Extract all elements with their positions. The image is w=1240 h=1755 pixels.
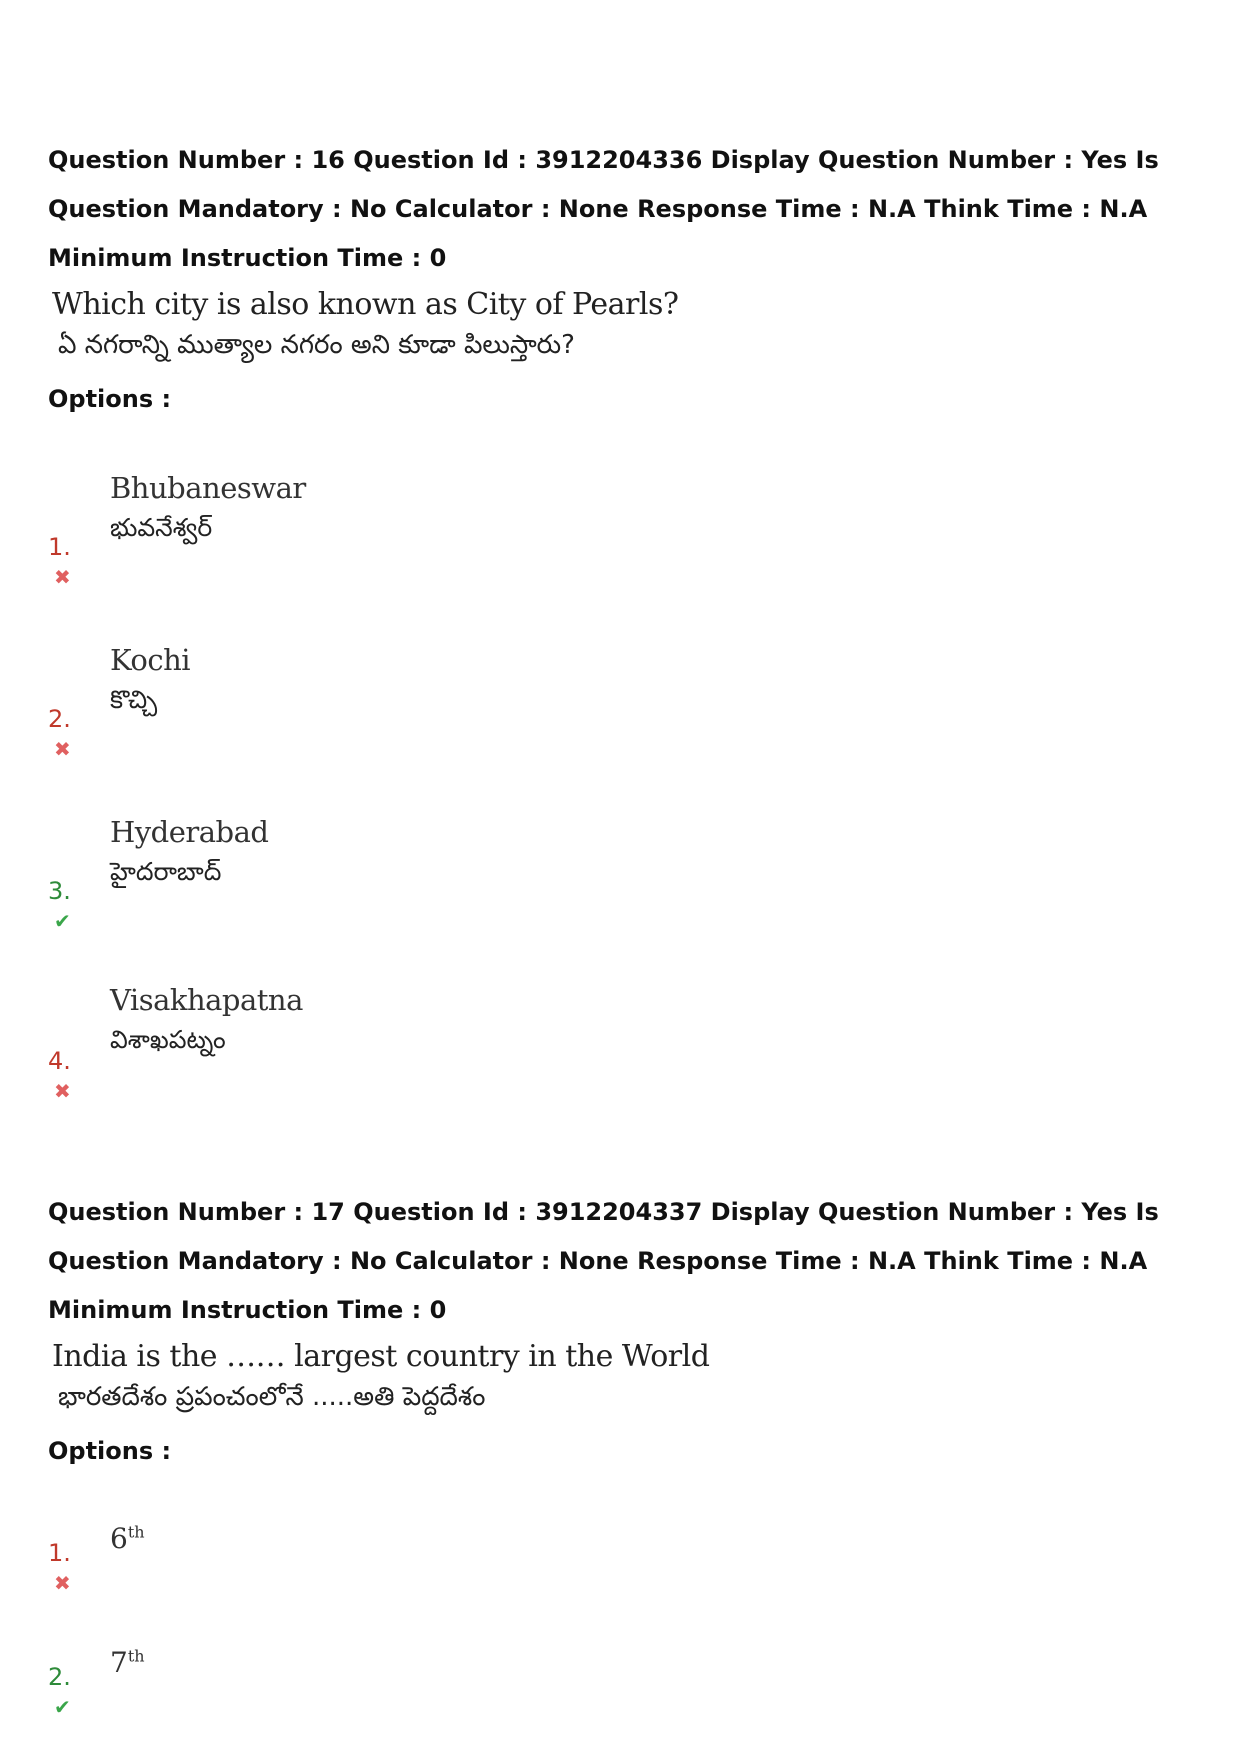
option-ordinal: 7th bbox=[110, 1646, 145, 1679]
option-number: 2.✔ bbox=[48, 1662, 71, 1722]
option-text-telugu: భువనేశ్వర్ bbox=[110, 513, 213, 542]
option-text-telugu: కొచ్చి bbox=[110, 685, 158, 714]
cross-icon: ✖ bbox=[54, 737, 71, 761]
option-text-english: Kochi bbox=[110, 643, 191, 677]
option-number: 2.✖ bbox=[48, 704, 71, 764]
question-block-16 bbox=[48, 136, 1208, 419]
cross-icon: ✖ bbox=[54, 565, 71, 589]
question-text-english: India is the …… largest country in the World bbox=[52, 1339, 710, 1374]
option-text bbox=[110, 1522, 145, 1555]
question-meta: Question Number : 16 Question Id : 3912204336 Display Question Number : Yes Is Question Mandatory : No Calculator : None Response Time : N.A Think Time : N.A Minimum Instruction Time : 0 bbox=[48, 146, 1159, 272]
check-icon: ✔ bbox=[54, 909, 71, 933]
option-text-english: Hyderabad bbox=[110, 815, 269, 849]
question-text-english: Which city is also known as City of Pearls? bbox=[52, 287, 679, 322]
options-label: Options : bbox=[48, 385, 172, 413]
question-text bbox=[48, 285, 1208, 365]
option-text-english: Bhubaneswar bbox=[110, 471, 306, 505]
question-block-17 bbox=[48, 1188, 1208, 1471]
option-text bbox=[110, 812, 268, 892]
option-text bbox=[110, 980, 303, 1060]
option-text bbox=[110, 640, 190, 720]
option-text bbox=[110, 468, 306, 548]
option-text bbox=[110, 1646, 145, 1679]
check-icon: ✔ bbox=[54, 1695, 71, 1719]
option-text-telugu: విశాఖపట్నం bbox=[110, 1025, 226, 1054]
cross-icon: ✖ bbox=[54, 1079, 71, 1103]
option-number: 4.✖ bbox=[48, 1046, 71, 1106]
question-text-telugu: భారతదేశం ప్రపంచంలోనే .....అతి పెద్దదేశం bbox=[58, 1382, 486, 1412]
option-number: 1.✖ bbox=[48, 1538, 71, 1598]
question-text bbox=[48, 1337, 1208, 1417]
cross-icon: ✖ bbox=[54, 1571, 71, 1595]
option-number: 1.✖ bbox=[48, 532, 71, 592]
question-meta: Question Number : 17 Question Id : 3912204337 Display Question Number : Yes Is Question Mandatory : No Calculator : None Response Time : N.A Think Time : N.A Minimum Instruction Time : 0 bbox=[48, 1198, 1159, 1324]
options-label: Options : bbox=[48, 1437, 172, 1465]
option-number: 3.✔ bbox=[48, 876, 71, 936]
option-text-telugu: హైదరాబాద్ bbox=[110, 857, 222, 886]
option-text-english: Visakhapatna bbox=[110, 983, 303, 1017]
option-ordinal: 6th bbox=[110, 1522, 145, 1555]
question-text-telugu: ఏ నగరాన్ని ముత్యాల నగరం అని కూడా పిలుస్తారు? bbox=[58, 330, 575, 360]
